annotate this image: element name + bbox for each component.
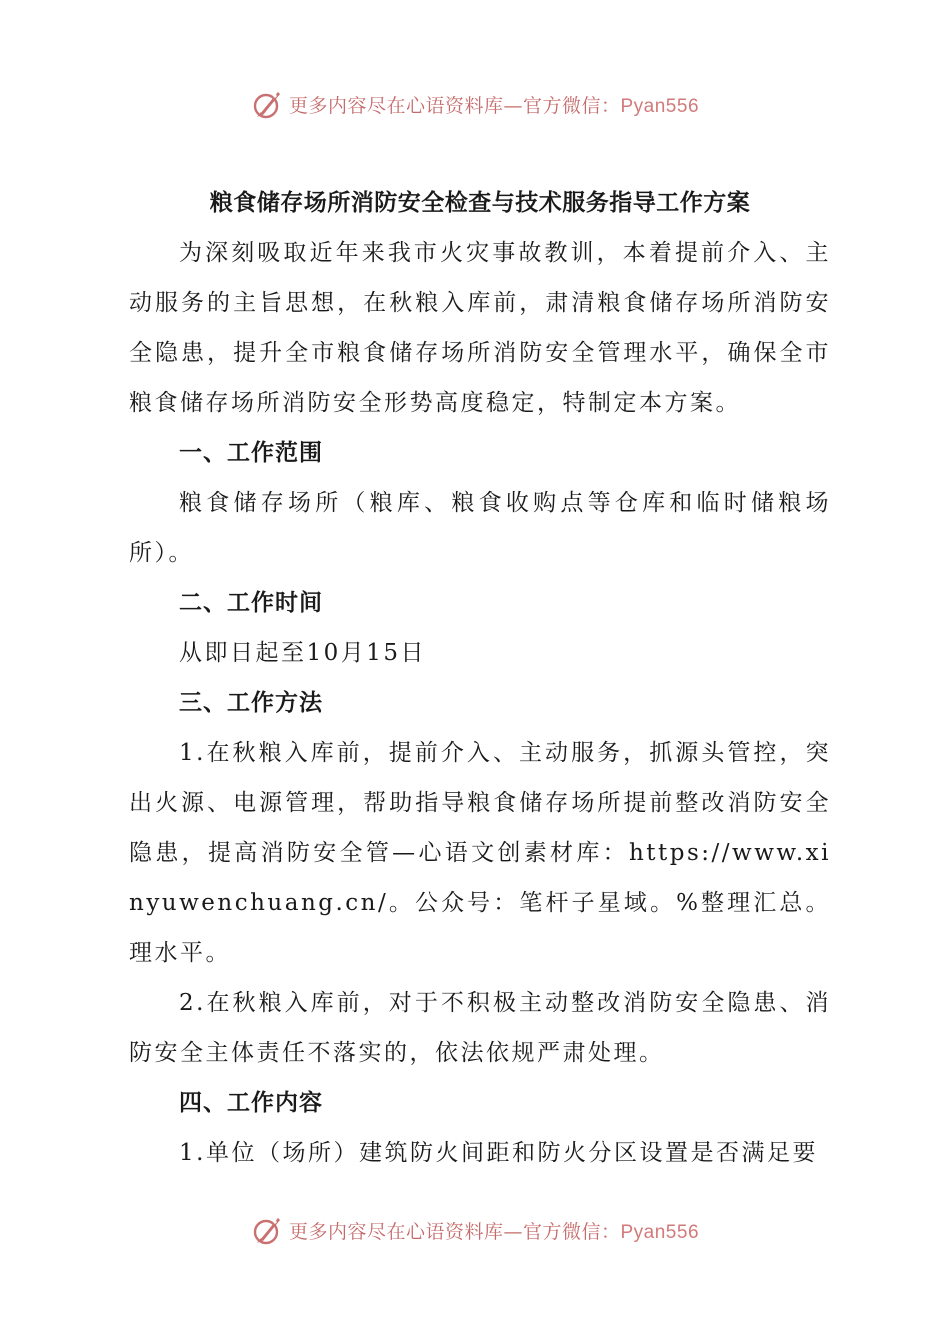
section-paragraph: 1.单位（场所）建筑防火间距和防火分区设置是否满足要 bbox=[179, 1140, 818, 1166]
section-heading-content: 四、工作内容 bbox=[179, 1089, 323, 1116]
wechat-id: Pyan556 bbox=[620, 95, 700, 117]
section-paragraph: 从即日起至10月15日 bbox=[179, 640, 427, 666]
section-paragraph: 粮食储存场所（粮库、粮食收购点等仓库和临时储粮场所）。 bbox=[129, 490, 831, 566]
section-paragraph: 1.在秋粮入库前，提前介入、主动服务，抓源头管控，突出火源、电源管理，帮助指导粮食储存场所提前整改消防安全隐患，提高消防安全管—心语文创素材库：https://www.xinyuwenchuang.cn/。公众号：笔杆子星域。%整理汇总。理水平。 bbox=[129, 740, 831, 966]
document-body bbox=[129, 178, 831, 1178]
section-heading-method: 三、工作方法 bbox=[179, 689, 323, 716]
wechat-id: Pyan556 bbox=[620, 1221, 700, 1243]
section-heading-time: 二、工作时间 bbox=[179, 589, 323, 616]
header-watermark bbox=[0, 84, 950, 124]
quill-pen-logo-icon bbox=[251, 1213, 285, 1247]
document-title: 粮食储存场所消防安全检查与技术服务指导工作方案 bbox=[209, 189, 751, 216]
section-heading-scope: 一、工作范围 bbox=[179, 439, 323, 466]
section-paragraph: 2.在秋粮入库前，对于不积极主动整改消防安全隐患、消防安全主体责任不落实的，依法依规严肃处理。 bbox=[129, 990, 831, 1066]
footer-watermark bbox=[0, 1210, 950, 1250]
watermark-text: 更多内容尽在心语资料库—官方微信：Pyan556 bbox=[288, 1220, 700, 1243]
intro-paragraph: 为深刻吸取近年来我市火灾事故教训，本着提前介入、主动服务的主旨思想，在秋粮入库前，肃清粮食储存场所消防安全隐患，提升全市粮食储存场所消防安全管理水平，确保全市粮食储存场所消防安全形势高度稳定，特制定本方案。 bbox=[129, 240, 831, 416]
watermark-text: 更多内容尽在心语资料库—官方微信：Pyan556 bbox=[288, 94, 700, 117]
quill-pen-logo-icon bbox=[251, 87, 285, 121]
